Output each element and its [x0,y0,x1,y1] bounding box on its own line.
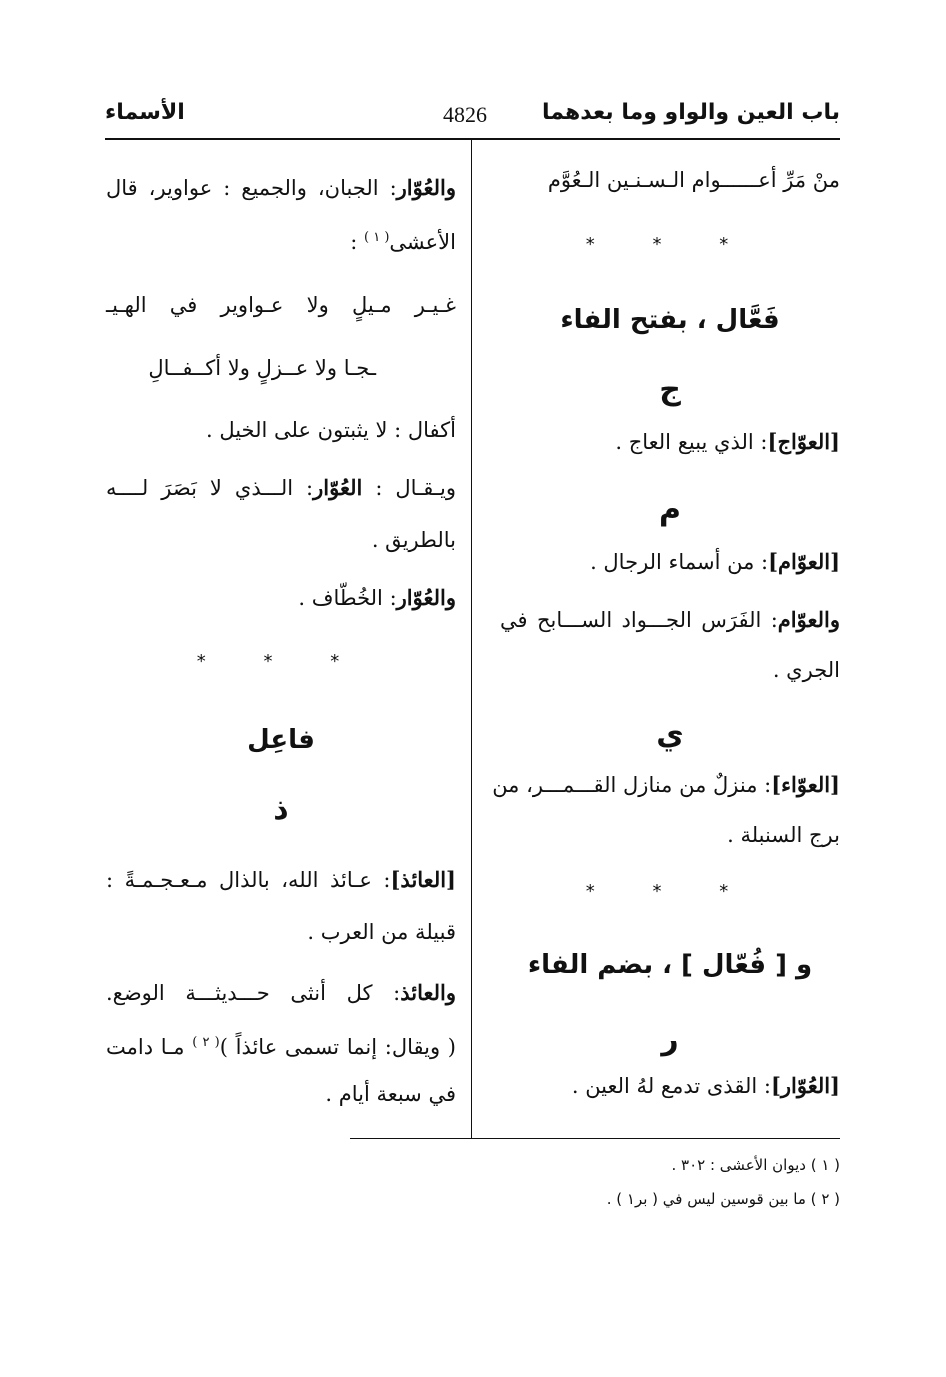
entry-term: العُوّار [313,475,363,500]
section-separator: * * * [585,881,755,902]
section-separator: * * * [196,651,366,672]
entry-continuation [350,208,456,272]
entry-term: [العائذ] [390,867,456,892]
letter-heading: ج [659,372,681,407]
verse-line: منْ مَرِّ أعــــــوام الـسـنـين الـعُوَّم [547,168,840,192]
footnote: ( ١ ) ديوان الأعشى : ٣٠٢ . [671,1156,840,1174]
entry-uwwar-blind [106,458,456,518]
entry-term: والعُوّار [396,175,456,200]
page-header [105,100,840,134]
section-heading: فاعِل [247,725,315,755]
entry-term: والعوّام [777,607,840,632]
entry-akfal: أكفال : لا يثبتون على الخيل . [205,418,456,442]
entry-continuation: قبيلة من العرب . [307,920,456,944]
colon: : [350,230,358,254]
entry-term: [العوّاج] [767,429,840,454]
entry-definition: : الفَرَس الجـــواد الســـابح في [500,608,778,632]
entry-term: والعائذ [400,980,456,1005]
verse-hemistich-1: غـيـر مـيلٍ ولا عـواوير في الهـيـ [106,293,456,317]
running-category: الأسماء [105,100,185,125]
footnote-ref: ( ١ ) [363,230,390,245]
page-number: 4826 [443,102,487,127]
entry-definition: : الـــذي لا بَصَرَ لــــه [106,476,314,500]
entry-definition: : الخُطّاف . [298,586,397,610]
running-section-title: باب العين والواو وما بعدهما [542,100,840,125]
entry-term: [العوّاء] [771,772,840,797]
entry-continuation: في سبعة أيام . [325,1082,456,1106]
section-heading: و [ فُعّال ] ، بضم الفاء [527,950,813,980]
letter-heading: ذ [273,792,289,827]
entry-definition: : القذى تدمع لهُ العين . [571,1074,771,1098]
entry-definition: ( ويقال: إنما تسمى عائذاً ) [219,1035,456,1059]
entry-continuation: برج السنبلة . [727,823,840,847]
entry-intro: ويـقـال : [375,476,456,500]
poet-name: الأعشى [389,230,456,254]
entry-definition: : الجبان، والجميع : عواوير، قال [106,176,397,200]
footnote-rule [350,1138,840,1139]
entry-definition: مـا دامت [106,1035,185,1059]
section-separator: * * * [585,234,755,255]
entry-definition: : من أسماء الرجال . [590,550,769,574]
letter-heading: ي [656,717,684,752]
entry-continuation: الجري . [772,658,840,682]
entry-continuation: بالطريق . [371,528,456,552]
entry-definition: : كل أنثى حـــديثـــة الوضع. [106,981,401,1005]
entry-uwwar-swallow [298,568,456,628]
entry-awwam [590,532,840,592]
footnote: ( ٢ ) ما بين قوسين ليس في ( بر١ ) . [606,1190,840,1208]
entry-definition: : عـائذ الله، بالذال مـعـجـمـةً : [106,868,391,892]
letter-heading: م [659,492,681,527]
footnote-ref: ( ٢ ) [192,1035,220,1050]
entry-term: والعُوّار [396,585,456,610]
entry-uwwar [572,1056,840,1116]
entry-term: [العُوّار] [770,1073,840,1098]
entry-term: [العوّام] [768,549,840,574]
entry-definition: : الذي يبيع العاج . [615,430,768,454]
verse-hemistich-2: ـجـا ولا عــزلٍ ولا أكــفــالِ [148,356,376,380]
entry-awwaj [615,412,840,472]
entry-aidh-tribe [106,850,456,910]
letter-heading: ر [661,1022,679,1057]
entry-definition: : منزلٌ من منازل القـــمـــر، من [492,773,772,797]
column-divider [471,140,472,1138]
header-rule [105,138,840,140]
section-heading: فَعَّال ، بفتح الفاء [560,305,780,335]
